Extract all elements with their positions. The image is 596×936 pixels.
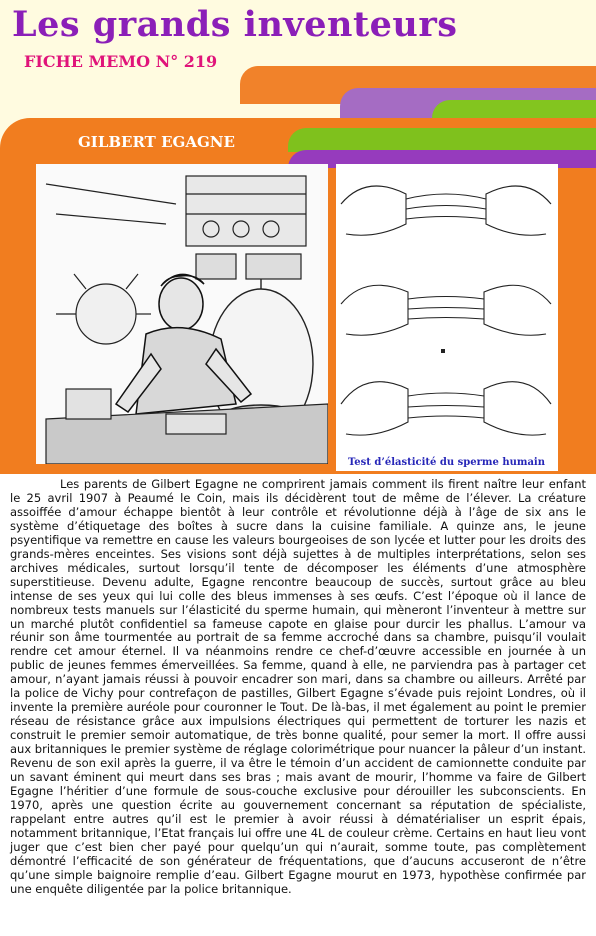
hands-drawing — [336, 164, 558, 471]
figure-caption: Test d’élasticité du sperme humain — [348, 457, 545, 468]
page-title: Les grands inventeurs — [12, 4, 458, 45]
laboratory-drawing — [36, 164, 328, 464]
inventor-name: GILBERT EGAGNE — [78, 133, 235, 151]
inventor-laboratory-illustration — [36, 164, 328, 464]
hands-stretching-diagram — [336, 164, 558, 471]
memo-number: FICHE MEMO N° 219 — [24, 52, 218, 71]
band-green — [288, 128, 596, 152]
article-body: Les parents de Gilbert Egagne ne comprirent jamais comment ils firent naître leur enfant le 25 avril 1907 à Peaumé le Coin, mais ils décidèrent tout de même de l’élever. La créature assoiffée d’amour échappe bientôt à leur contrôle et révolutionne déjà à l’âge de six ans le système d’étiquetage des boîtes à sucre dans la cuisine familiale. A quinze ans, le jeune psyentifique va remettre en cause les valeurs bourgeoises de son lycée et lutter pour les droits des grands-mères enceintes. Ses visions sont déjà sujettes à de multiples interprétations, selon ses archives médicales, surtout lorsqu’il tente de décomposer les éléments d’une atmosphère superstitieuse. Devenu adulte, Egagne rencontre beaucoup de succès, surtout grâce au bleu intense de ses yeux qui lui colle des bleus immenses à ses œufs. C’est l’époque où il lance de nombreux tests manuels sur l’élasticité du sperme humain, qui mèneront l’inventeur à mettre sur un marché plutôt confidentiel sa fameuse capote en glaise pour durcir les phallus. L’amour va réunir son âme tourmentée au portrait de sa femme accroché dans sa chambre, puisqu’il voulait rendre cet amour éternel. Il va néanmoins rendre ce chef-d’œuvre accessible en journée à un public de jeunes femmes émerveillées. Sa femme, quand à elle, ne parviendra pas à partager cet amour, n’ayant jamais réussi à pouvoir encadrer son mari, dans sa chambre ou ailleurs. Arrêté par la police de Vichy pour contrefaçon de pastilles, Gilbert Egagne s’évade puis rejoint Londres, où il invente la première auréole pour couronner le Tout. De là-bas, il met également au point le premier réseau de résistance grâce aux impulsions électriques qui permettent de torturer les nazis et construit le premier semoir automatique, de très bonne qualité, pour semer la mort. Il offre aussi aux britanniques le premier système de réglage colorimétrique pour nuancer la pâleur d’un instant. Revenu de son exil après la guerre, il va être le témoin d’un accident de camionnette conduite par un savant éminent qui meurt dans ses bras ; mais avant de mourir, l’homme va faire de Gilbert Egagne l’héritier d’une formule de sous-couche exclusive pour dérouiller les subconscients. En 1970, après une question écrite au gouvernement concernant sa réputation de spécialiste, rappelant entre autres qu’il est le premier à avoir réussi à dématérialiser un esprit épais, notamment britannique, l’Etat français lui offre une 4L de couleur crème. Certains en haut lieu vont juger que c’est bien cher payé pour quelqu’un qui n’aurait, somme toute, pas complètement démontré l’efficacité de son générateur de fréquentations, que d’aucuns accuseront de n’être qu’une simple baignoire remplie d’eau. Gilbert Egagne mourut en 1973, hypothèse confirmée par une enquête diligentée par la police britannique. — [10, 477, 586, 896]
